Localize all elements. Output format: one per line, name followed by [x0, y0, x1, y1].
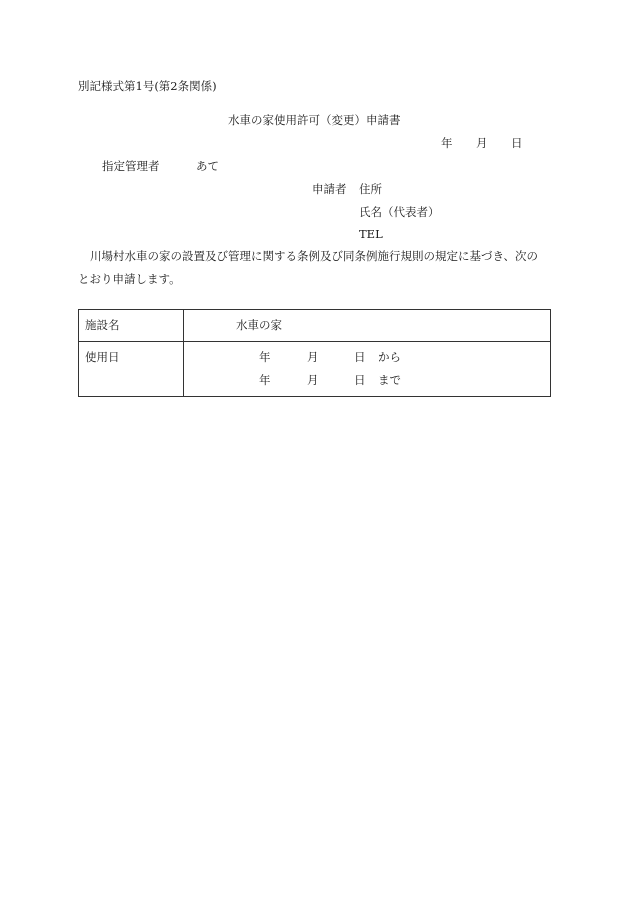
usage-to-year: 年 [259, 373, 271, 387]
date-month-label: 月 [476, 136, 488, 150]
applicant-tel-label: TEL [359, 227, 383, 241]
facility-header: 施設名 [85, 318, 120, 332]
document-title: 水車の家使用許可（変更）申請書 [228, 113, 401, 127]
addressee-suffix: あて [196, 159, 219, 173]
application-table [78, 309, 551, 397]
usage-to-suffix: まで [378, 373, 401, 387]
date-day-label: 日 [511, 136, 523, 150]
usage-from-month: 月 [307, 350, 319, 364]
usage-from-day: 日 [354, 350, 366, 364]
table-row-divider [79, 341, 550, 342]
usage-date-header: 使用日 [85, 350, 120, 364]
applicant-label: 申請者 [312, 182, 347, 196]
applicant-address-label: 住所 [359, 182, 382, 196]
form-reference: 別記様式第1号(第2条関係) [78, 79, 217, 93]
usage-to-month: 月 [307, 373, 319, 387]
usage-from-year: 年 [259, 350, 271, 364]
body-text-line-1: 川場村水車の家の設置及び管理に関する条例及び同条例施行規則の規定に基づき、次の [90, 249, 539, 263]
date-year-label: 年 [441, 136, 453, 150]
facility-value: 水車の家 [236, 318, 282, 332]
usage-from-suffix: から [378, 350, 401, 364]
addressee-role: 指定管理者 [102, 159, 160, 173]
table-column-divider [183, 310, 184, 396]
body-text-line-2: とおり申請します。 [78, 272, 181, 286]
applicant-name-label: 氏名（代表者） [359, 205, 440, 219]
usage-to-day: 日 [354, 373, 366, 387]
